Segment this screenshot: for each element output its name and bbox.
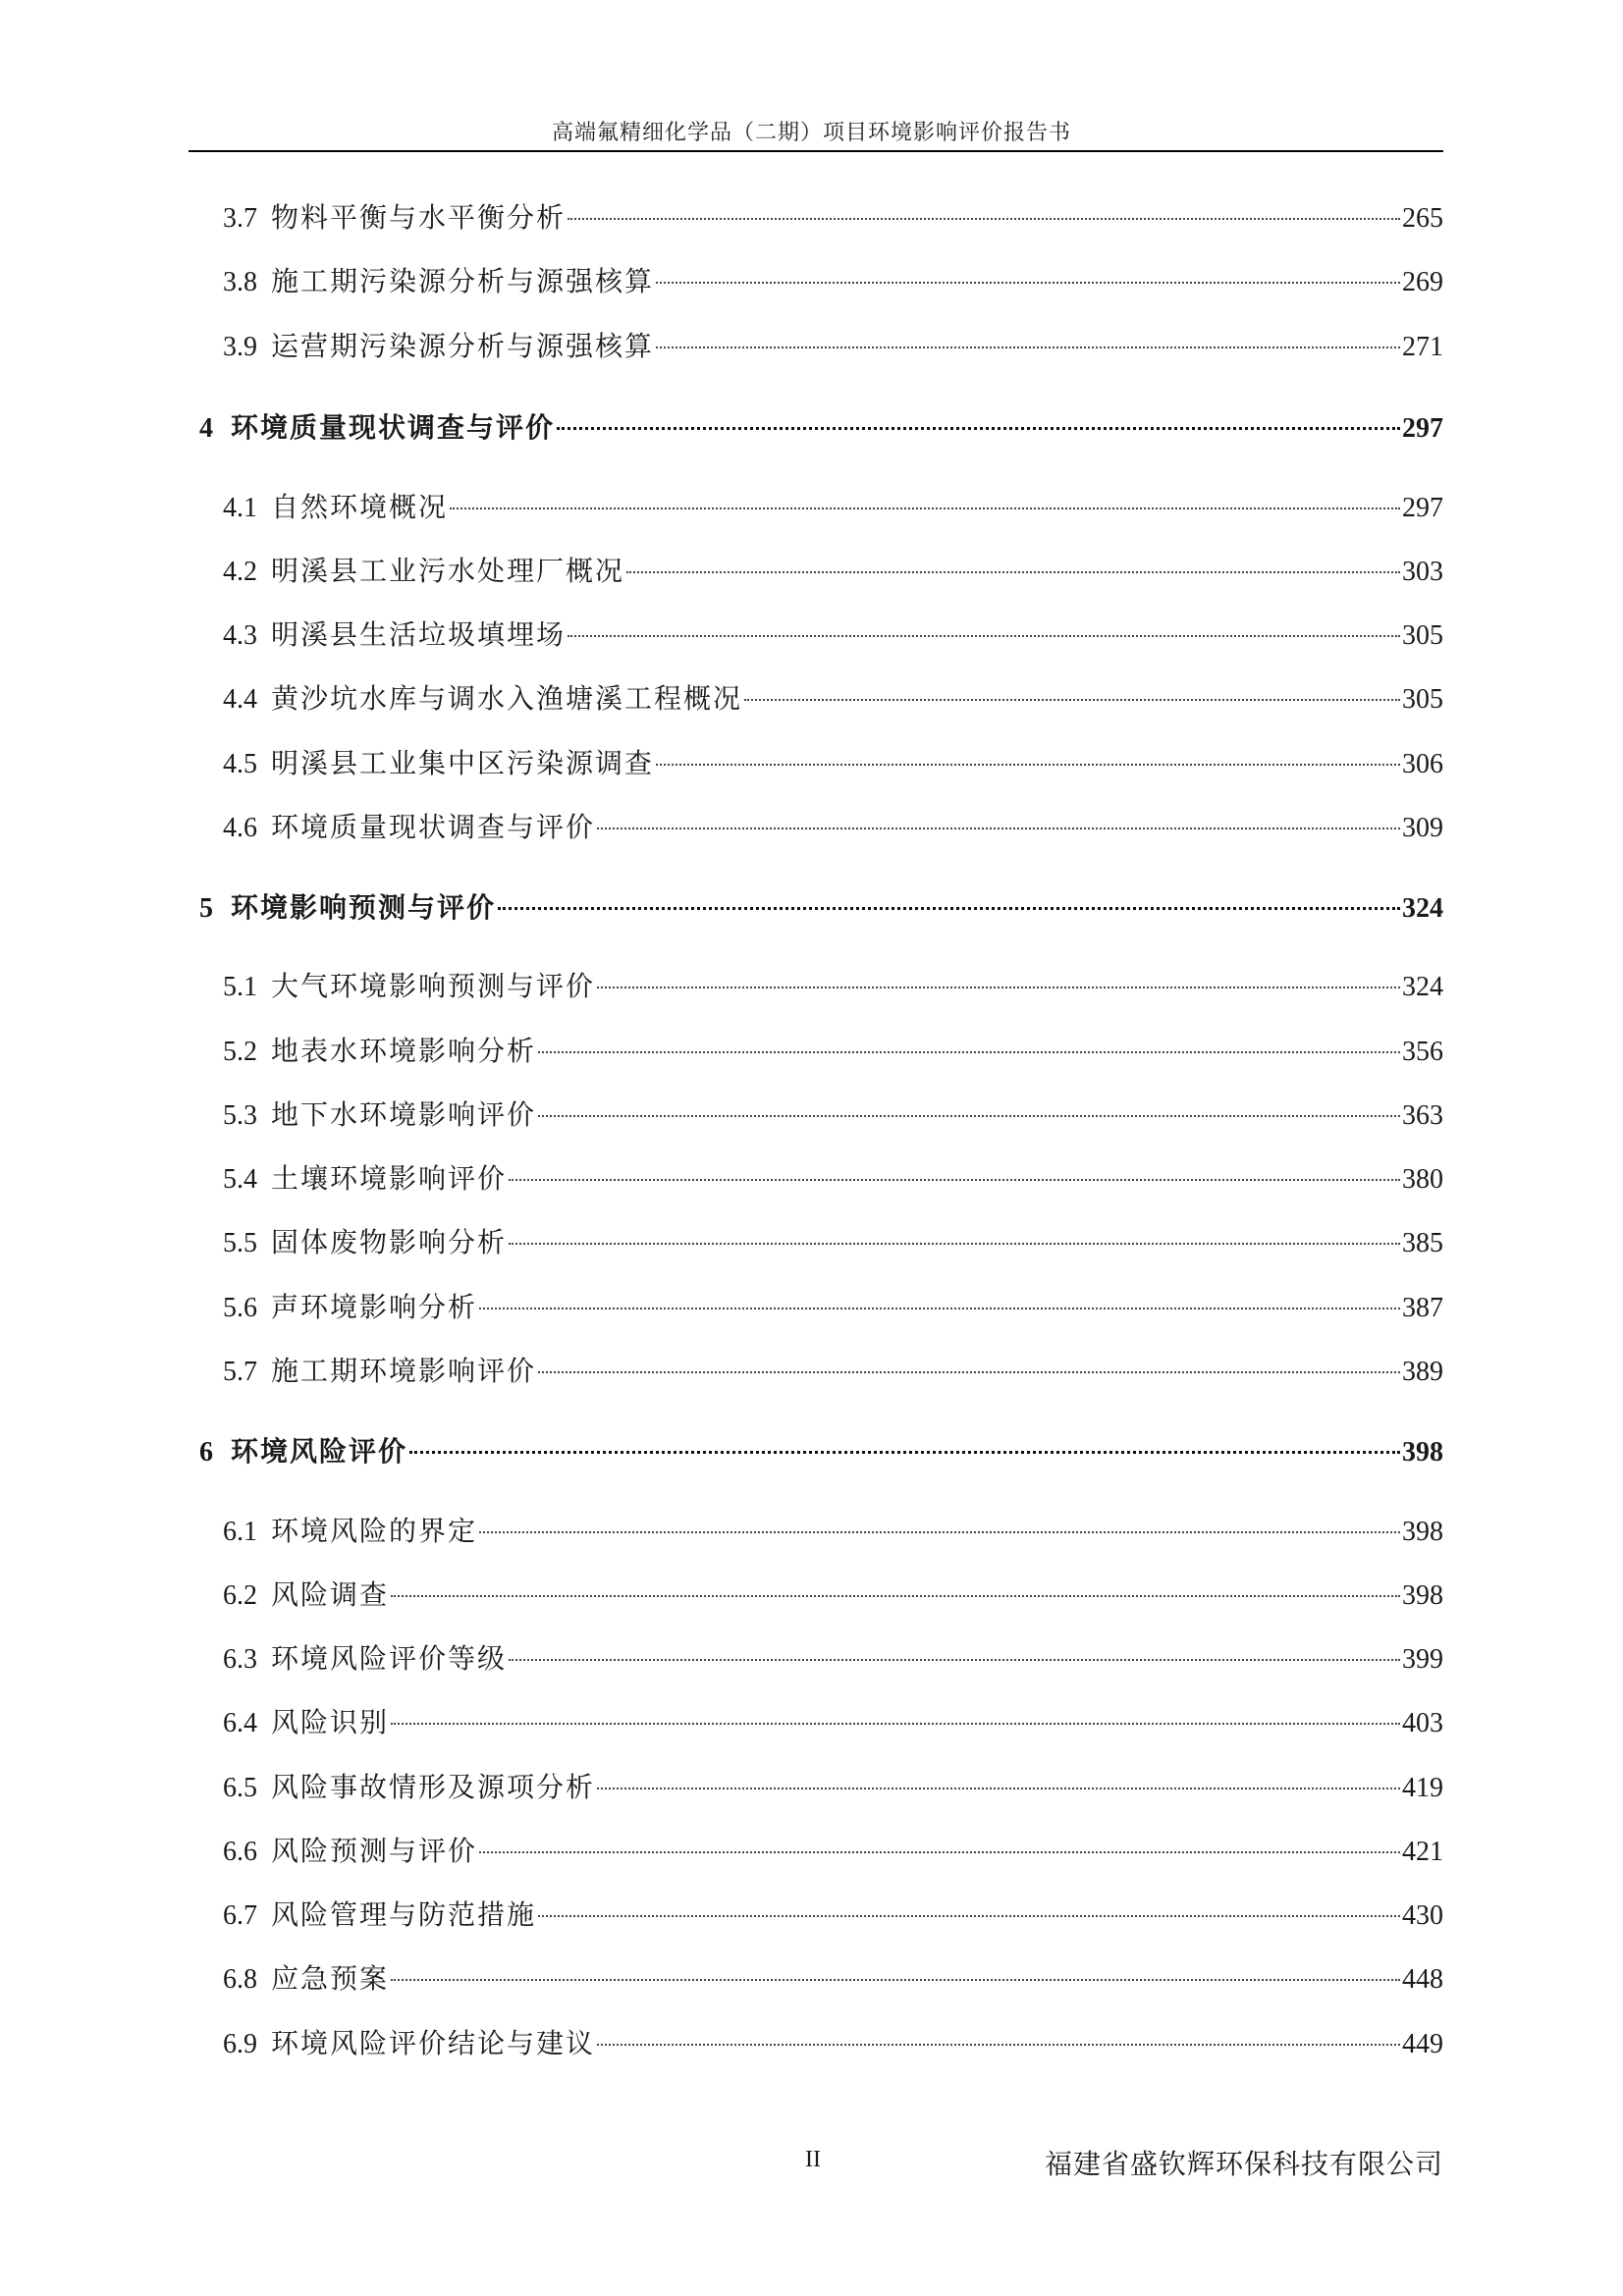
toc-entry-5-3[interactable] — [0, 1095, 1623, 1135]
toc-leader-dots — [597, 2044, 1400, 2046]
toc-entry-4-1[interactable] — [0, 488, 1623, 527]
toc-page-number: 324 — [1402, 893, 1443, 924]
toc-entry-3-7[interactable] — [0, 198, 1623, 238]
toc-page-number: 389 — [1402, 1357, 1443, 1387]
toc-chapter-4[interactable] — [0, 408, 1623, 448]
toc-number: 5.6 — [223, 1293, 257, 1323]
toc-entry-3-8[interactable] — [0, 262, 1623, 301]
toc-entry-5-2[interactable] — [0, 1032, 1623, 1071]
toc-page-number: 448 — [1402, 1964, 1443, 1995]
toc-number: 4.2 — [223, 557, 257, 587]
toc-title: 环境风险的界定 — [271, 1515, 478, 1547]
toc-page-number: 419 — [1402, 1773, 1443, 1803]
toc-page-number: 421 — [1402, 1837, 1443, 1867]
toc-number: 6.4 — [223, 1708, 257, 1738]
toc-title: 风险事故情形及源项分析 — [271, 1771, 596, 1803]
toc-page-number: 309 — [1402, 813, 1443, 843]
toc-number: 3.8 — [223, 267, 257, 297]
toc-number: 6.9 — [223, 2029, 257, 2059]
toc-number: 5.1 — [223, 972, 257, 1002]
toc-title: 明溪县工业集中区污染源调查 — [271, 747, 655, 779]
toc-leader-dots — [597, 1788, 1400, 1789]
toc-page-number: 403 — [1402, 1708, 1443, 1738]
toc-page-number: 297 — [1402, 493, 1443, 523]
toc-number: 6.8 — [223, 1964, 257, 1995]
toc-entry-4-5[interactable] — [0, 744, 1623, 783]
toc-leader-dots — [744, 699, 1400, 701]
toc-entry-5-7[interactable] — [0, 1352, 1623, 1391]
toc-page-number: 305 — [1402, 620, 1443, 651]
toc-page-number: 449 — [1402, 2029, 1443, 2059]
toc-page-number: 356 — [1402, 1037, 1443, 1067]
toc-page-number: 398 — [1402, 1517, 1443, 1547]
toc-number: 4.1 — [223, 493, 257, 523]
toc-leader-dots — [509, 1659, 1400, 1661]
toc-title: 土壤环境影响评价 — [271, 1162, 508, 1195]
toc-leader-dots — [479, 1308, 1400, 1309]
toc-title: 环境风险评价 — [231, 1435, 408, 1468]
toc-leader-dots — [538, 1115, 1400, 1117]
toc-leader-dots — [656, 764, 1400, 766]
toc-entry-6-4[interactable] — [0, 1703, 1623, 1742]
toc-number: 6.6 — [223, 1837, 257, 1867]
toc-number: 6.5 — [223, 1773, 257, 1803]
toc-number: 4.5 — [223, 749, 257, 779]
toc-number: 6.7 — [223, 1900, 257, 1931]
toc-leader-dots — [538, 1915, 1400, 1917]
toc-number: 5.5 — [223, 1228, 257, 1258]
toc-title: 地表水环境影响分析 — [271, 1035, 537, 1067]
toc-title: 环境影响预测与评价 — [231, 891, 497, 924]
toc-entry-6-6[interactable] — [0, 1832, 1623, 1871]
toc-number: 4.6 — [223, 813, 257, 843]
toc-page-number: 271 — [1402, 332, 1443, 362]
toc-chapter-6[interactable] — [0, 1432, 1623, 1471]
toc-title: 物料平衡与水平衡分析 — [271, 201, 567, 234]
toc-title: 风险识别 — [271, 1706, 390, 1738]
toc-leader-dots — [656, 282, 1400, 284]
toc-title: 黄沙坑水库与调水入渔塘溪工程概况 — [271, 682, 743, 715]
toc-number: 5 — [199, 893, 213, 924]
toc-entry-6-7[interactable] — [0, 1896, 1623, 1935]
toc-title: 应急预案 — [271, 1962, 390, 1995]
toc-entry-4-2[interactable] — [0, 552, 1623, 591]
toc-page-number: 306 — [1402, 749, 1443, 779]
toc-entry-5-4[interactable] — [0, 1159, 1623, 1199]
toc-title: 风险预测与评价 — [271, 1835, 478, 1867]
toc-title: 环境风险评价结论与建议 — [271, 2027, 596, 2059]
toc-page-number: 305 — [1402, 684, 1443, 715]
toc-page-number: 324 — [1402, 972, 1443, 1002]
toc-leader-dots — [597, 987, 1400, 988]
toc-entry-6-2[interactable] — [0, 1575, 1623, 1615]
toc-entry-5-5[interactable] — [0, 1223, 1623, 1262]
toc-entry-6-5[interactable] — [0, 1768, 1623, 1807]
toc-title: 固体废物影响分析 — [271, 1226, 508, 1258]
toc-number: 4.4 — [223, 684, 257, 715]
header-divider — [189, 150, 1443, 152]
toc-leader-dots — [391, 1979, 1400, 1981]
toc-leader-dots — [391, 1595, 1400, 1597]
toc-title: 环境质量现状调查与评价 — [271, 811, 596, 843]
toc-leader-dots — [479, 1531, 1400, 1533]
toc-number: 3.7 — [223, 203, 257, 234]
toc-title: 风险管理与防范措施 — [271, 1898, 537, 1931]
toc-chapter-5[interactable] — [0, 888, 1623, 928]
toc-leader-dots — [656, 347, 1400, 348]
toc-leader-dots — [538, 1051, 1400, 1053]
toc-title: 运营期污染源分析与源强核算 — [271, 330, 655, 362]
footer-company-name: 福建省盛钦辉环保科技有限公司 — [1044, 2148, 1443, 2180]
toc-leader-dots — [597, 828, 1400, 829]
toc-entry-6-3[interactable] — [0, 1639, 1623, 1679]
toc-title: 自然环境概况 — [271, 491, 449, 523]
toc-entry-6-8[interactable] — [0, 1959, 1623, 1999]
toc-number: 4.3 — [223, 620, 257, 651]
toc-number: 6.2 — [223, 1580, 257, 1611]
toc-page-number: 363 — [1402, 1100, 1443, 1131]
toc-number: 5.7 — [223, 1357, 257, 1387]
toc-number: 4 — [199, 413, 213, 444]
toc-leader-dots — [479, 1851, 1400, 1853]
toc-number: 5.2 — [223, 1037, 257, 1067]
toc-leader-dots — [568, 218, 1400, 220]
toc-page-number: 430 — [1402, 1900, 1443, 1931]
toc-page-number: 398 — [1402, 1437, 1443, 1468]
toc-title: 地下水环境影响评价 — [271, 1098, 537, 1131]
toc-entry-5-6[interactable] — [0, 1288, 1623, 1327]
toc-entry-5-1[interactable] — [0, 967, 1623, 1006]
toc-page-number: 265 — [1402, 203, 1443, 234]
footer-page-number: II — [805, 2147, 821, 2172]
toc-page-number: 303 — [1402, 557, 1443, 587]
toc-entry-4-6[interactable] — [0, 808, 1623, 847]
toc-number: 6 — [199, 1437, 213, 1468]
toc-number: 5.3 — [223, 1100, 257, 1131]
toc-title: 大气环境影响预测与评价 — [271, 970, 596, 1002]
toc-page-number: 399 — [1402, 1644, 1443, 1675]
toc-title: 施工期污染源分析与源强核算 — [271, 265, 655, 297]
toc-page-number: 380 — [1402, 1164, 1443, 1195]
toc-entry-6-1[interactable] — [0, 1512, 1623, 1551]
toc-page-number: 385 — [1402, 1228, 1443, 1258]
toc-page-number: 297 — [1402, 413, 1443, 444]
toc-page-number: 398 — [1402, 1580, 1443, 1611]
toc-entry-4-4[interactable] — [0, 679, 1623, 719]
toc-title: 环境风险评价等级 — [271, 1642, 508, 1675]
toc-number: 6.1 — [223, 1517, 257, 1547]
toc-leader-dots — [509, 1243, 1400, 1245]
toc-entry-3-9[interactable] — [0, 327, 1623, 366]
toc-page-number: 387 — [1402, 1293, 1443, 1323]
toc-leader-dots — [568, 635, 1400, 637]
toc-title: 明溪县生活垃圾填埋场 — [271, 618, 567, 651]
toc-leader-dots — [626, 571, 1400, 573]
toc-leader-dots — [509, 1179, 1400, 1181]
toc-number: 3.9 — [223, 332, 257, 362]
toc-leader-dots — [450, 507, 1400, 509]
toc-title: 明溪县工业污水处理厂概况 — [271, 555, 625, 587]
toc-number: 5.4 — [223, 1164, 257, 1195]
toc-leader-dots — [498, 907, 1400, 910]
toc-entry-6-9[interactable] — [0, 2024, 1623, 2063]
toc-number: 6.3 — [223, 1644, 257, 1675]
toc-leader-dots — [391, 1723, 1400, 1725]
document-header-title: 高端氟精细化学品（二期）项目环境影响评价报告书 — [551, 121, 1071, 145]
toc-title: 环境质量现状调查与评价 — [231, 411, 556, 444]
toc-page-number: 269 — [1402, 267, 1443, 297]
toc-leader-dots — [538, 1371, 1400, 1373]
toc-leader-dots — [557, 427, 1400, 430]
toc-title: 施工期环境影响评价 — [271, 1355, 537, 1387]
toc-title: 声环境影响分析 — [271, 1291, 478, 1323]
toc-entry-4-3[interactable] — [0, 615, 1623, 655]
toc-title: 风险调查 — [271, 1578, 390, 1611]
toc-leader-dots — [409, 1451, 1400, 1454]
